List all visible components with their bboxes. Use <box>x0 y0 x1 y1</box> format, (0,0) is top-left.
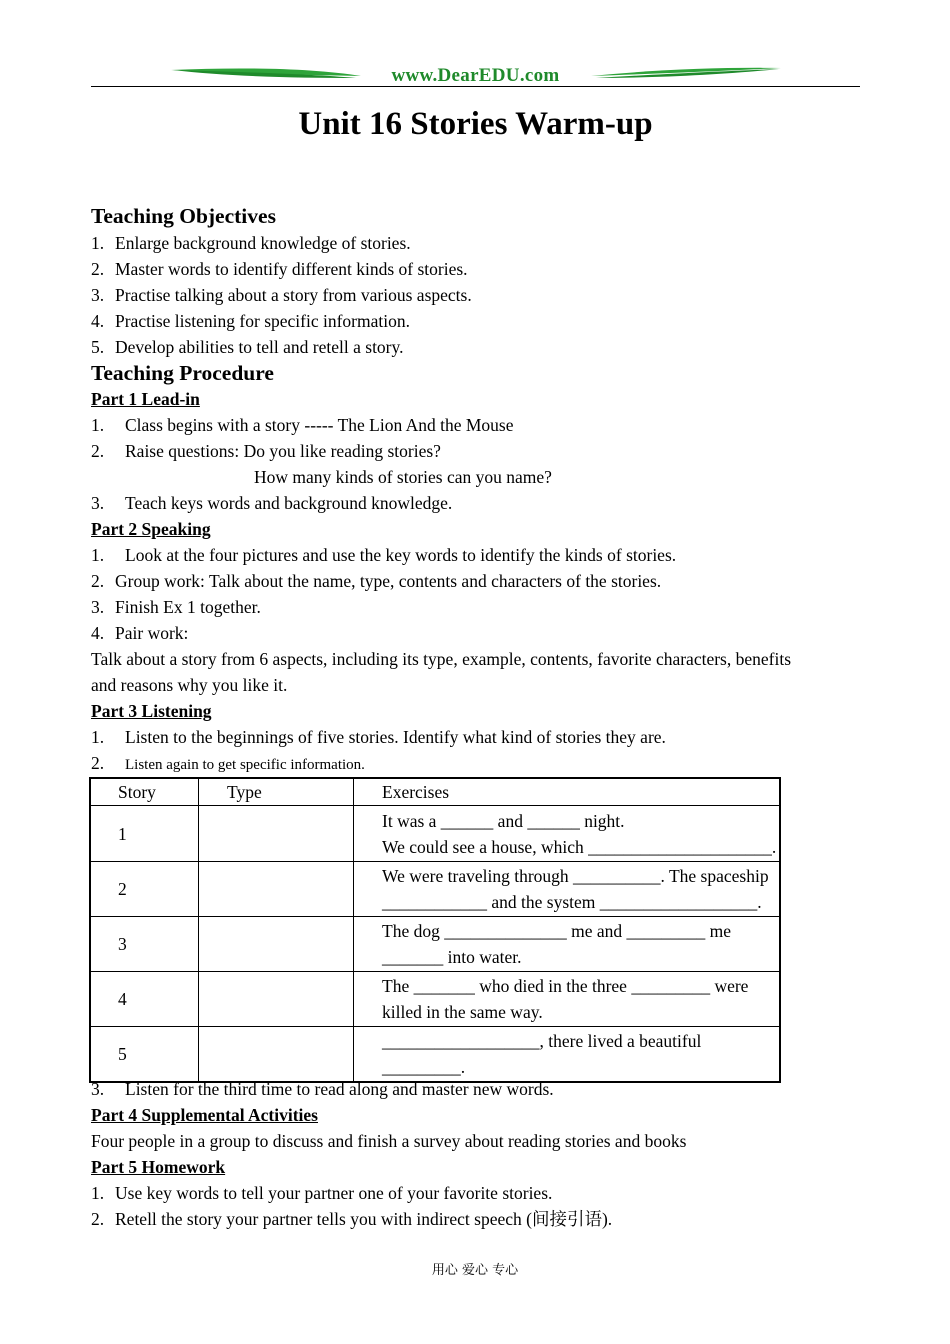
story-type-cell <box>199 1027 354 1083</box>
objective-item: 1. Enlarge background knowledge of stories. <box>91 233 411 253</box>
exercise-cell: __________________, there lived a beautiful _________. <box>354 1027 781 1083</box>
table-row <box>90 917 780 972</box>
part3-title: Part 3 Listening <box>91 701 212 721</box>
story-number: 2 <box>90 862 199 917</box>
part5-title: Part 5 Homework <box>91 1157 226 1177</box>
story-number: 3 <box>90 917 199 972</box>
page-footer: 用心 爱心 专心 <box>431 1263 519 1278</box>
part2-paragraph-line: and reasons why you like it. <box>91 675 288 695</box>
table-header-exercises: Exercises <box>354 778 781 806</box>
part4-text: Four people in a group to discuss and finish a survey about reading stories and books <box>91 1131 687 1151</box>
objective-item: 3. Practise talking about a story from various aspects. <box>91 285 472 305</box>
part3-item: 1. Listen to the beginnings of five stories. Identify what kind of stories they are. <box>91 727 666 747</box>
site-logo-text: www.DearEDU.com <box>391 65 560 86</box>
part1-item-continuation: How many kinds of stories can you name? <box>254 467 552 487</box>
part3-item: 2. Listen again to get specific information. <box>91 753 365 773</box>
exercise-cell: The _______ who died in the three _________ were killed in the same way. <box>354 972 781 1027</box>
exercise-cell: It was a ______ and ______ night. We could see a house, which _____________________. <box>354 806 781 862</box>
part2-item: 4. Pair work: <box>91 623 189 643</box>
table-header-story: Story <box>90 778 199 806</box>
part5-item: 2. Retell the story your partner tells you with indirect speech (间接引语). <box>91 1209 613 1229</box>
part2-item: 3. Finish Ex 1 together. <box>91 597 261 617</box>
table-row <box>90 972 780 1027</box>
part2-title: Part 2 Speaking <box>91 519 211 539</box>
part2-item: 1. Look at the four pictures and use the key words to identify the kinds of stories. <box>91 545 677 565</box>
exercise-cell: The dog ______________ me and _________ me _______ into water. <box>354 917 781 972</box>
part3-item: 3. Listen for the third time to read along and master new words. <box>91 1079 554 1099</box>
part2-paragraph-line: Talk about a story from 6 aspects, including its type, example, contents, favorite characters, benefits <box>91 649 792 669</box>
story-type-cell <box>199 806 354 862</box>
part5-item: 1. Use key words to tell your partner one of your favorite stories. <box>91 1183 553 1203</box>
table-row <box>90 1027 780 1083</box>
listening-exercise-table <box>89 777 781 1083</box>
table-row <box>90 862 780 917</box>
table-row <box>90 806 780 862</box>
story-number: 4 <box>90 972 199 1027</box>
procedure-heading: Teaching Procedure <box>91 361 274 385</box>
part1-item: 2. Raise questions: Do you like reading stories? <box>91 441 441 461</box>
story-type-cell <box>199 862 354 917</box>
objective-item: 4. Practise listening for specific information. <box>91 311 410 331</box>
objectives-heading: Teaching Objectives <box>91 204 276 228</box>
part4-title: Part 4 Supplemental Activities <box>91 1105 318 1125</box>
objective-item: 2. Master words to identify different kinds of stories. <box>91 259 468 279</box>
page-title: Unit 16 Stories Warm-up <box>298 106 653 142</box>
part1-item: 1. Class begins with a story ----- The Lion And the Mouse <box>91 415 514 435</box>
part2-item: 2. Group work: Talk about the name, type, contents and characters of the stories. <box>91 571 662 591</box>
header-rule <box>91 86 860 87</box>
story-type-cell <box>199 972 354 1027</box>
objective-item: 5. Develop abilities to tell and retell a story. <box>91 337 404 357</box>
part1-item: 3. Teach keys words and background knowledge. <box>91 493 453 513</box>
story-number: 5 <box>90 1027 199 1083</box>
story-type-cell <box>199 917 354 972</box>
table-header-row <box>90 778 780 806</box>
part1-title: Part 1 Lead-in <box>91 389 200 409</box>
table-header-type: Type <box>199 778 354 806</box>
exercise-cell: We were traveling through __________. The spaceship ____________ and the system __________________. <box>354 862 781 917</box>
story-number: 1 <box>90 806 199 862</box>
